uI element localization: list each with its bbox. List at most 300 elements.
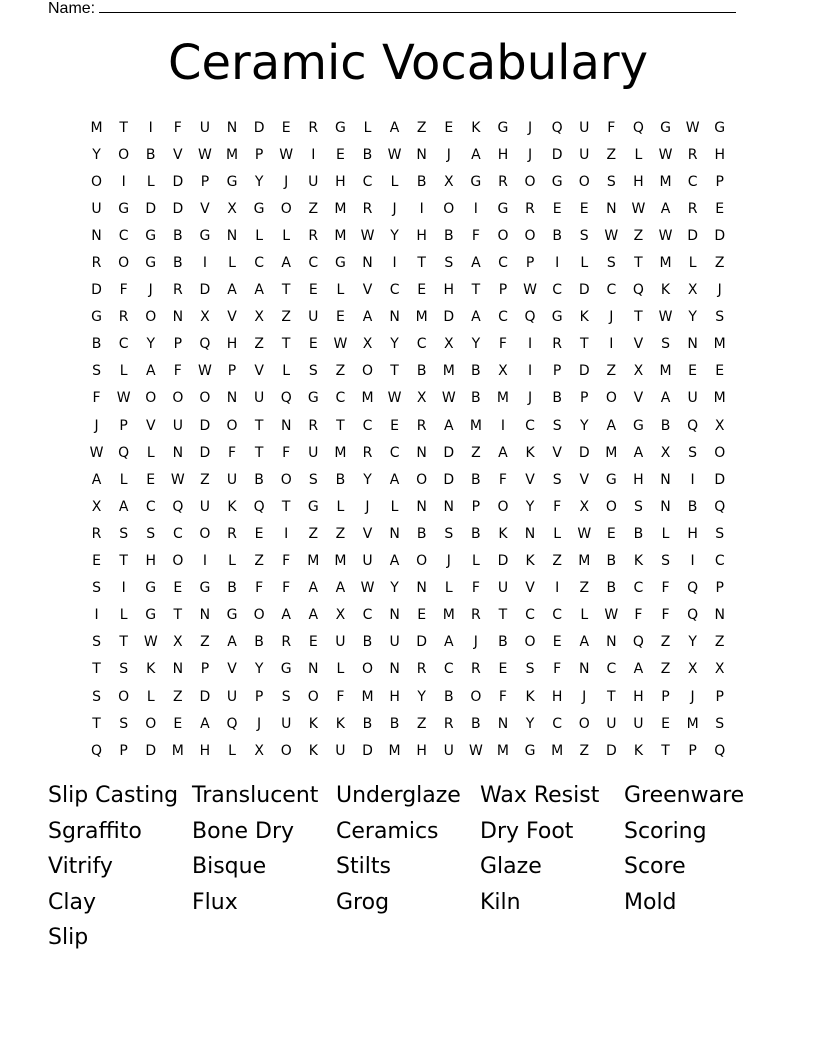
grid-row [83,331,733,358]
grid-letter: L [255,227,264,244]
grid-letter: P [715,688,724,705]
word-bank [48,778,768,956]
grid-letter: B [227,580,237,597]
grid-letter: X [200,309,210,326]
grid-letter: B [91,336,102,353]
grid-letter: S [715,309,725,326]
grid-letter: A [335,580,346,597]
grid-letter: A [281,255,291,272]
grid-letter: E [254,525,264,542]
grid-letter: F [661,607,670,624]
grid-letter: E [308,634,318,651]
grid-letter: W [658,309,673,326]
grid-letter: E [417,282,427,299]
grid-letter: T [254,444,264,461]
grid-letter: D [91,282,102,299]
grid-letter: X [498,363,508,380]
grid-letter: C [498,309,508,326]
grid-letter: R [525,200,535,217]
grid-letter: D [497,553,509,570]
grid-letter: F [661,580,670,597]
grid-letter: F [119,282,128,299]
grid-letter: H [389,688,400,705]
grid-letter: A [91,471,102,488]
grid-letter: M [361,688,374,705]
grid-letter: O [280,200,292,217]
grid-letter: U [606,715,617,732]
grid-letter: O [605,390,617,407]
grid-letter: W [198,146,212,163]
grid-letter: F [336,688,345,705]
grid-letter: R [308,119,319,136]
grid-letter: C [335,390,346,407]
grid-letter: E [417,607,427,624]
grid-letter: G [226,173,238,190]
grid-letter: M [334,444,347,461]
grid-letter: Q [687,607,699,624]
grid-letter: G [307,390,319,407]
grid-letter: Q [687,580,699,597]
grid-letter: O [307,688,319,705]
grid-letter: Q [687,417,699,434]
grid-letter: M [686,715,699,732]
grid-letter: L [661,525,670,542]
grid-letter: X [579,498,590,515]
grid-letter: T [471,282,481,299]
word-item: Slip Casting [48,783,179,808]
grid-letter: R [362,200,373,217]
grid-letter: P [254,146,264,163]
grid-letter: P [200,173,210,190]
grid-letter: N [443,498,454,515]
grid-letter: N [199,607,211,624]
grid-letter: B [416,525,427,542]
grid-letter: G [632,417,644,434]
grid-letter: H [145,553,156,570]
grid-letter: K [633,553,644,570]
grid-letter: Y [146,336,156,353]
grid-letter: O [605,498,617,515]
grid-letter: Z [281,309,291,326]
grid-letter: G [497,119,509,136]
grid-letter: Z [633,227,644,244]
grid-letter: K [308,715,318,732]
grid-letter: O [118,146,130,163]
word-item: Bone Dry [192,818,295,844]
grid-letter: U [633,715,644,732]
grid-letter: D [578,282,590,299]
grid-letter: L [580,255,589,272]
grid-letter: V [254,363,264,380]
grid-letter: N [280,417,292,434]
grid-letter: J [527,119,533,136]
grid-letter: F [173,363,182,380]
grid-letter: M [307,553,320,570]
grid-letter: Z [552,553,562,570]
grid-letter: B [443,688,454,705]
grid-letter: M [659,363,672,380]
grid-row [83,629,733,656]
grid-letter: O [199,390,211,407]
grid-letter: W [658,227,673,244]
grid-letter: G [551,309,563,326]
grid-letter: O [118,255,130,272]
grid-letter: B [498,634,508,651]
grid-letter: A [389,119,400,136]
grid-letter: R [362,444,373,461]
grid-letter: U [226,471,238,488]
grid-letter: N [497,715,509,732]
grid-letter: C [389,282,400,299]
grid-letter: C [308,255,319,272]
grid-letter: V [633,336,644,353]
grid-letter: Z [660,634,671,651]
grid-letter: N [172,309,184,326]
grid-letter: V [145,417,156,434]
grid-letter: Y [688,309,697,326]
grid-letter: P [580,390,589,407]
grid-row [83,195,733,222]
grid-letter: L [282,227,291,244]
grid-letter: W [685,119,700,136]
grid-letter: M [415,309,428,326]
grid-letter: J [257,715,262,732]
grid-letter: E [606,525,616,542]
grid-letter: E [715,363,725,380]
grid-letter: X [687,282,698,299]
grid-letter: N [389,309,400,326]
grid-letter: L [390,173,399,190]
grid-letter: G [497,200,509,217]
grid-letter: A [660,390,671,407]
grid-letter: X [714,417,725,434]
grid-letter: J [446,146,451,163]
grid-letter: H [633,471,644,488]
grid-letter: S [119,661,129,678]
grid-row [83,168,733,195]
grid-letter: Q [551,119,563,136]
grid-letter: T [119,119,128,136]
grid-letter: J [365,498,370,515]
grid-letter: C [525,607,535,624]
grid-letter: U [199,119,211,136]
grid-letter: S [444,255,454,272]
word-item: Mold [624,889,677,915]
grid-letter: V [200,200,210,217]
grid-letter: R [91,255,102,272]
grid-letter: L [146,688,155,705]
name-label: Name: [48,0,96,17]
grid-letter: V [362,525,373,542]
grid-letter: I [148,119,153,136]
word-item: Underglaze [336,783,461,808]
grid-row [83,548,733,575]
grid-letter: W [658,146,673,163]
grid-letter: B [471,471,481,488]
grid-letter: C [145,498,156,515]
grid-letter: N [91,227,102,244]
grid-letter: W [577,525,592,542]
grid-letter: F [607,119,616,136]
grid-letter: P [471,498,481,515]
grid-letter: T [579,336,589,353]
grid-letter: Y [688,634,697,651]
grid-letter: R [281,634,292,651]
grid-letter: X [362,336,373,353]
grid-letter: B [362,634,373,651]
grid-letter: T [119,553,128,570]
grid-letter: G [91,309,102,326]
grid-letter: Q [199,336,211,353]
grid-letter: L [580,607,589,624]
grid-letter: K [525,444,535,461]
grid-letter: X [714,661,725,678]
grid-letter: V [362,282,373,299]
grid-letter: A [254,282,264,299]
grid-letter: L [688,255,697,272]
grid-letter: J [284,173,289,190]
grid-letter: S [308,471,318,488]
grid-letter: V [227,661,237,678]
grid-letter: E [173,715,183,732]
grid-letter: C [416,336,427,353]
grid-letter: J [690,688,695,705]
grid-letter: L [634,146,643,163]
grid-letter: A [660,200,671,217]
grid-letter: Q [226,715,238,732]
grid-letter: B [606,553,617,570]
grid-letter: C [606,661,617,678]
grid-letter: U [308,309,319,326]
grid-letter: C [443,661,454,678]
grid-letter: B [660,417,671,434]
grid-letter: X [227,200,237,217]
grid-letter: O [497,227,509,244]
grid-letter: G [334,255,346,272]
grid-letter: D [145,200,157,217]
grid-letter: U [91,200,102,217]
grid-letter: O [470,688,482,705]
grid-letter: B [173,227,183,244]
grid-letter: E [498,661,508,678]
grid-letter: S [661,336,670,353]
grid-letter: N [687,336,698,353]
grid-row [83,710,733,737]
grid-letter: C [254,255,264,272]
word-item: Translucent [192,783,319,808]
word-item: Dry Foot [480,818,574,844]
grid-letter: X [660,444,671,461]
grid-letter: S [119,715,129,732]
grid-letter: Y [363,471,372,488]
grid-letter: B [416,173,427,190]
grid-letter: H [416,742,427,759]
grid-letter: Z [416,119,427,136]
grid-letter: I [392,255,397,272]
grid-letter: B [335,471,346,488]
grid-row [83,575,733,602]
grid-letter: A [471,309,481,326]
grid-row [83,358,733,385]
grid-letter: H [551,688,563,705]
grid-row [83,304,733,331]
grid-letter: F [498,336,507,353]
grid-letter: U [253,390,265,407]
grid-letter: Z [308,200,319,217]
grid-letter: Y [390,227,399,244]
grid-letter: E [552,634,562,651]
grid-letter: R [416,661,427,678]
grid-letter: S [579,227,589,244]
grid-row [83,656,733,683]
grid-letter: C [606,282,617,299]
grid-letter: S [444,525,454,542]
grid-letter: D [443,309,455,326]
grid-letter: O [361,661,373,678]
grid-letter: Z [714,255,725,272]
grid-letter: W [198,363,212,380]
grid-letter: R [498,173,508,190]
grid-letter: S [715,715,725,732]
grid-letter: O [145,715,157,732]
grid-letter: Y [525,715,535,732]
grid-letter: M [334,200,347,217]
grid-letter: B [254,471,264,488]
grid-letter: R [227,525,237,542]
grid-letter: N [578,661,590,678]
word-item: Stilts [336,854,391,879]
grid-letter: G [199,580,211,597]
grid-letter: D [199,417,211,434]
grid-letter: Q [253,498,265,515]
grid-letter: O [578,173,590,190]
grid-letter: S [552,417,562,434]
grid-letter: U [199,498,211,515]
grid-letter: L [363,119,372,136]
grid-letter: J [148,282,153,299]
grid-letter: R [91,525,102,542]
word-item: Clay [48,889,96,915]
grid-letter: N [389,607,400,624]
grid-letter: J [473,634,478,651]
grid-letter: O [145,390,157,407]
grid-letter: L [146,444,155,461]
grid-letter: Z [416,715,427,732]
grid-letter: F [498,688,507,705]
grid-letter: E [308,282,318,299]
grid-letter: L [119,363,128,380]
grid-row [83,439,733,466]
word-item: Glaze [480,854,542,879]
grid-letter: D [199,444,211,461]
word-item: Ceramics [336,818,439,844]
grid-letter: X [173,634,183,651]
grid-letter: Q [280,390,292,407]
grid-letter: S [525,661,535,678]
grid-letter: I [473,200,478,217]
grid-letter: V [552,444,562,461]
grid-letter: R [552,336,562,353]
grid-letter: B [443,227,454,244]
grid-letter: R [308,227,319,244]
grid-letter: H [714,146,725,163]
grid-letter: H [416,227,427,244]
grid-letter: W [89,444,104,461]
grid-letter: L [228,553,236,570]
grid-letter: V [633,390,644,407]
grid-letter: C [362,173,373,190]
grid-letter: R [687,200,698,217]
grid-letter: N [362,255,373,272]
grid-letter: O [172,390,184,407]
grid-letter: O [524,634,536,651]
grid-letter: T [281,336,291,353]
grid-letter: P [661,688,670,705]
grid-letter: X [254,309,264,326]
grid-letter: A [227,282,237,299]
grid-letter: O [91,173,103,190]
grid-letter: T [390,363,399,380]
grid-letter: G [280,661,292,678]
grid-letter: H [497,146,509,163]
grid-letter: C [525,417,535,434]
grid-letter: J [392,200,397,217]
grid-letter: U [443,742,454,759]
grid-letter: P [688,742,697,759]
grid-letter: U [579,146,590,163]
grid-letter: L [553,525,562,542]
grid-letter: Y [390,580,399,597]
grid-letter: K [471,119,481,136]
grid-letter: K [335,715,345,732]
grid-letter: A [443,634,454,651]
grid-letter: L [146,173,155,190]
grid-letter: N [226,119,238,136]
grid-letter: I [690,471,695,488]
grid-letter: W [360,580,375,597]
grid-letter: B [687,498,698,515]
grid-row [83,277,733,304]
grid-letter: D [443,444,455,461]
grid-letter: U [308,444,319,461]
grid-letter: U [579,119,590,136]
grid-letter: T [417,255,426,272]
grid-letter: U [687,390,698,407]
grid-letter: H [226,336,238,353]
grid-letter: D [199,688,211,705]
grid-letter: N [660,471,671,488]
grid-row [83,520,733,547]
grid-letter: A [606,417,617,434]
grid-letter: E [390,417,399,434]
grid-letter: O [578,715,590,732]
grid-letter: C [118,227,129,244]
grid-letter: L [228,255,236,272]
grid-letter: R [416,417,427,434]
grid-letter: W [441,390,456,407]
grid-letter: M [496,742,509,759]
grid-letter: S [281,688,291,705]
grid-letter: R [172,282,183,299]
grid-letter: H [443,282,455,299]
page-title: Ceramic Vocabulary [168,35,648,91]
grid-row [83,412,733,439]
grid-letter: D [199,282,211,299]
grid-letter: D [578,363,590,380]
grid-letter: X [633,363,644,380]
grid-letter: U [362,553,373,570]
grid-letter: E [308,336,318,353]
